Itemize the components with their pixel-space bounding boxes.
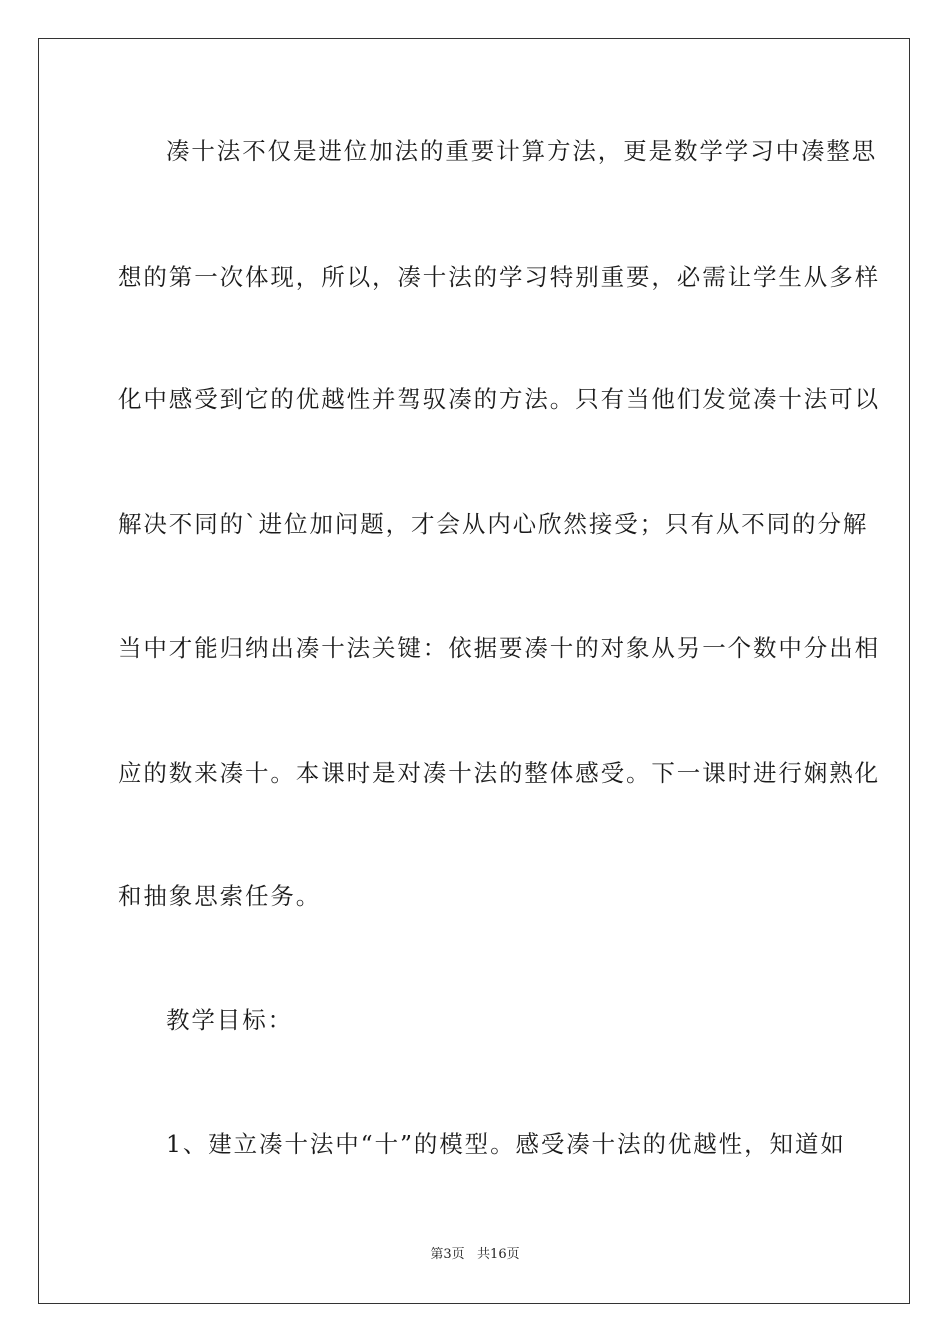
page-border (38, 38, 910, 1304)
paragraph-line-3: 化中感受到它的优越性并驾驭凑的方法。只有当他们发觉凑十法可以 (118, 385, 880, 413)
paragraph-line-5: 当中才能归纳出凑十法关键：依据要凑十的对象从另一个数中分出相 (118, 634, 880, 662)
paragraph-line-6: 应的数来凑十。本课时是对凑十法的整体感受。下一课时进行娴熟化 (118, 759, 880, 787)
paragraph-line-4: 解决不同的`进位加问题，才会从内心欣然接受；只有从不同的分解 (118, 510, 869, 538)
goal-item-1: 1、建立凑十法中“十”的模型。感受凑十法的优越性，知道如 (166, 1130, 846, 1158)
paragraph-line-7: 和抽象思索任务。 (118, 882, 322, 910)
page-number-footer: 第3页 共16页 (430, 1247, 520, 1262)
paragraph-line-2: 想的第一次体现，所以，凑十法的学习特别重要，必需让学生从多样 (118, 263, 880, 291)
paragraph-line-1: 凑十法不仅是进位加法的重要计算方法，更是数学学习中凑整思 (166, 137, 878, 165)
section-heading: 教学目标： (166, 1006, 293, 1034)
